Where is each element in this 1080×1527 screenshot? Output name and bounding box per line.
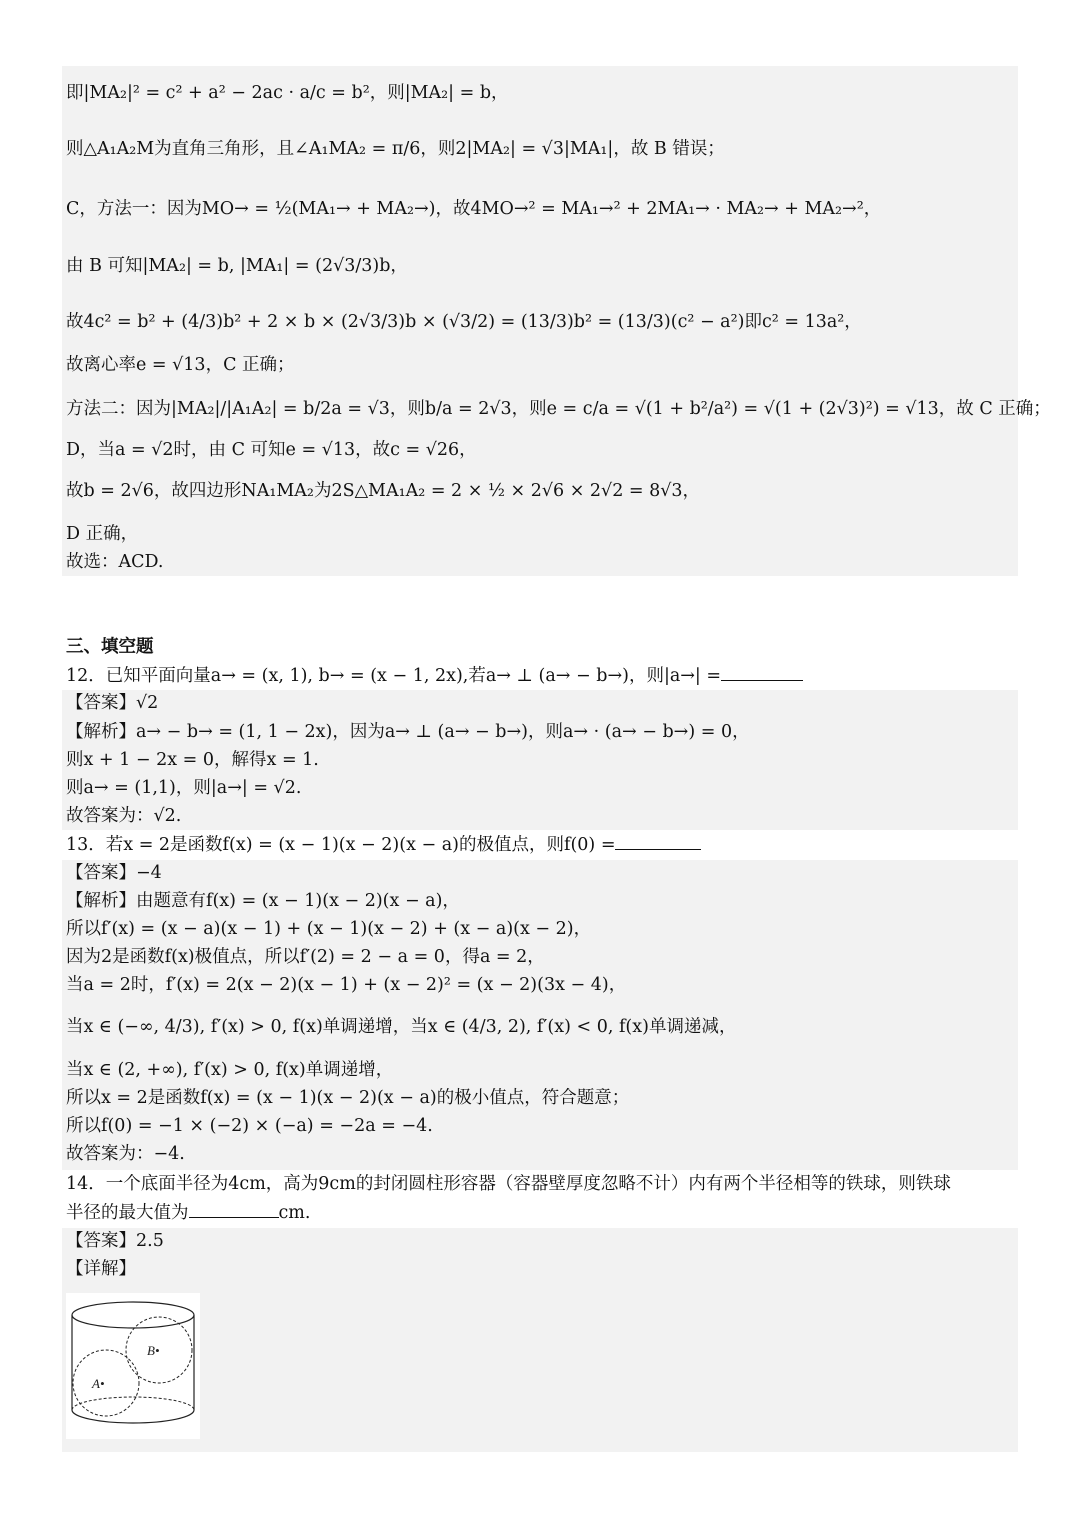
q14-detail: 【详解】 <box>66 1259 136 1279</box>
q13-answer: 【答案】−4 <box>66 863 162 883</box>
q13-question <box>66 831 1020 858</box>
solution-11-line: 故b = 2√6，故四边形NA₁MA₂为2S△MA₁A₂ = 2 × ½ × 2√6 × 2√2 = 8√3， <box>66 481 701 501</box>
q12-question-text: 12．已知平面向量a→ = (x, 1), b→ = (x − 1, 2x),若a→ ⊥ (a→ − b→)，则|a→| = <box>66 666 722 686</box>
solution-11-line: 则△A₁A₂M为直角三角形，且∠A₁MA₂ = π/6，则2|MA₂| = √3|MA₁|，故 B 错误； <box>66 139 725 159</box>
answer-blank <box>721 662 803 681</box>
q13-analysis-line: 故答案为：−4. <box>66 1144 185 1164</box>
cylinder-figure <box>66 1293 200 1443</box>
q12-answer: 【答案】√2 <box>66 693 159 713</box>
solution-11-line: 方法二：因为|MA₂|/|A₁A₂| = b/2a = √3，则b/a = 2√3，则e = c/a = √(1 + b²/a²) = √(1 + (2√3)²) = √13，故 C 正确； <box>66 399 1051 419</box>
q13-question-text: 13．若x = 2是函数f(x) = (x − 1)(x − 2)(x − a)的极值点，则f(0) = <box>66 835 616 855</box>
solution-11-line: C，方法一：因为MO→ = ½(MA₁→ + MA₂→)，故4MO→² = MA₁→² + 2MA₁→ · MA₂→ + MA₂→²， <box>66 199 882 219</box>
q14-question-prefix: 半径的最大值为 <box>66 1203 189 1223</box>
q14-question-line1: 14．一个底面半径为4cm，高为9cm的封闭圆柱形容器（容器壁厚度忽略不计）内有两个半径相等的铁球，则铁球 <box>66 1174 951 1194</box>
q14-answer: 【答案】2.5 <box>66 1231 164 1251</box>
q12-analysis-line: 故答案为：√2. <box>66 806 182 826</box>
q12-analysis-line: 【解析】a→ − b→ = (1, 1 − 2x)，因为a→ ⊥ (a→ − b→)，则a→ · (a→ − b→) = 0， <box>66 722 750 742</box>
solution-11-line: D，当a = √2时，由 C 可知e = √13，故c = √26， <box>66 440 477 460</box>
q13-analysis-line: 所以f(0) = −1 × (−2) × (−a) = −2a = −4. <box>66 1116 433 1136</box>
q13-analysis-line: 因为2是函数f(x)极值点，所以f′(2) = 2 − a = 0，得a = 2， <box>66 947 545 967</box>
answer-blank <box>189 1199 279 1218</box>
q13-analysis-line: 【解析】由题意有f(x) = (x − 1)(x − 2)(x − a)， <box>66 891 460 911</box>
q13-analysis-line: 所以x = 2是函数f(x) = (x − 1)(x − 2)(x − a)的极小值点，符合题意； <box>66 1088 630 1108</box>
solution-11-line: D 正确， <box>66 524 139 544</box>
section-title: 三、填空题 <box>66 637 154 657</box>
solution-11-line: 故离心率e = √13，C 正确； <box>66 355 295 375</box>
q12-question <box>66 662 1020 689</box>
q13-analysis-line: 当x ∈ (2, +∞), f′(x) > 0, f(x)单调递增， <box>66 1060 394 1080</box>
q14-question-suffix: cm. <box>278 1203 311 1223</box>
q13-analysis-line: 当x ∈ (−∞, 4/3), f′(x) > 0, f(x)单调递增，当x ∈ (4/3, 2), f′(x) < 0, f(x)单调递减， <box>66 1017 737 1037</box>
q12-analysis-line: 则x + 1 − 2x = 0，解得x = 1. <box>66 750 319 770</box>
q12-analysis-line: 则a→ = (1,1)，则|a→| = √2. <box>66 778 302 798</box>
answer-blank <box>615 831 701 850</box>
solution-11-line: 由 B 可知|MA₂| = b, |MA₁| = (2√3/3)b， <box>66 256 408 276</box>
q14-question-line2 <box>66 1199 1020 1226</box>
cylinder-diagram <box>66 1293 200 1439</box>
solution-11-line: 故4c² = b² + (4/3)b² + 2 × b × (2√3/3)b × (√3/2) = (13/3)b² = (13/3)(c² − a²)即c² = 13a²， <box>66 312 862 332</box>
q13-analysis-line: 当a = 2时，f′(x) = 2(x − 2)(x − 1) + (x − 2)² = (x − 2)(3x − 4)， <box>66 975 627 995</box>
solution-11-line: 即|MA₂|² = c² + a² − 2ac · a/c = b²，则|MA₂| = b， <box>66 83 509 103</box>
q13-analysis-line: 所以f′(x) = (x − a)(x − 1) + (x − 1)(x − 2) + (x − a)(x − 2)， <box>66 919 592 939</box>
solution-11-line: 故选：ACD. <box>66 552 164 572</box>
sphere-b-label: B• <box>147 1343 160 1358</box>
sphere-a-label: A• <box>92 1376 105 1391</box>
